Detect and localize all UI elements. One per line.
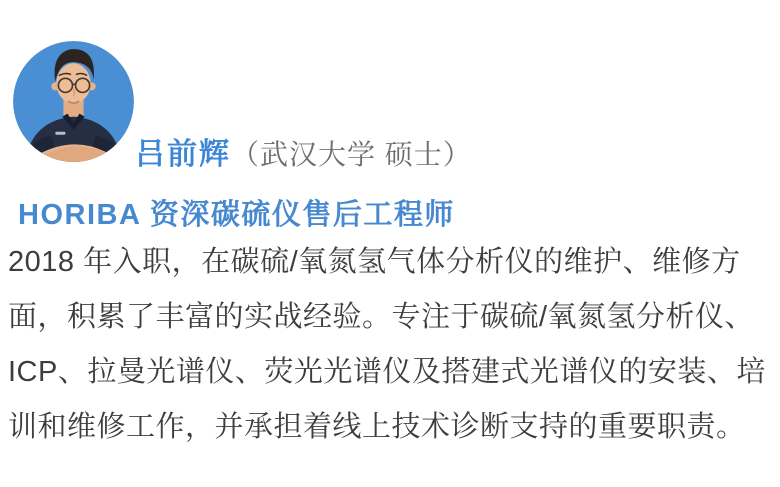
profile-bio bbox=[8, 235, 776, 455]
shirt-logo bbox=[55, 132, 65, 135]
profile-job-title: HORIBA 资深碳硫仪售后工程师 bbox=[18, 199, 455, 231]
bio-line: 2018 年入职，在碳硫/氧氮氢气体分析仪的维护、维修方 bbox=[8, 246, 741, 278]
bio-line: 面，积累了丰富的实战经验。专注于碳硫/氧氮氢分析仪、 bbox=[8, 301, 755, 333]
bio-line: 训和维修工作，并承担着线上技术诊断支持的重要职责。 bbox=[8, 411, 746, 443]
profile-name: 吕前辉 bbox=[135, 138, 231, 171]
person-avatar-icon bbox=[13, 41, 134, 162]
profile-education: （武汉大学 硕士） bbox=[231, 139, 472, 170]
name-row bbox=[135, 139, 472, 176]
bio-line: ICP、拉曼光谱仪、荧光光谱仪及搭建式光谱仪的安装、培 bbox=[8, 356, 766, 388]
avatar bbox=[13, 41, 134, 162]
